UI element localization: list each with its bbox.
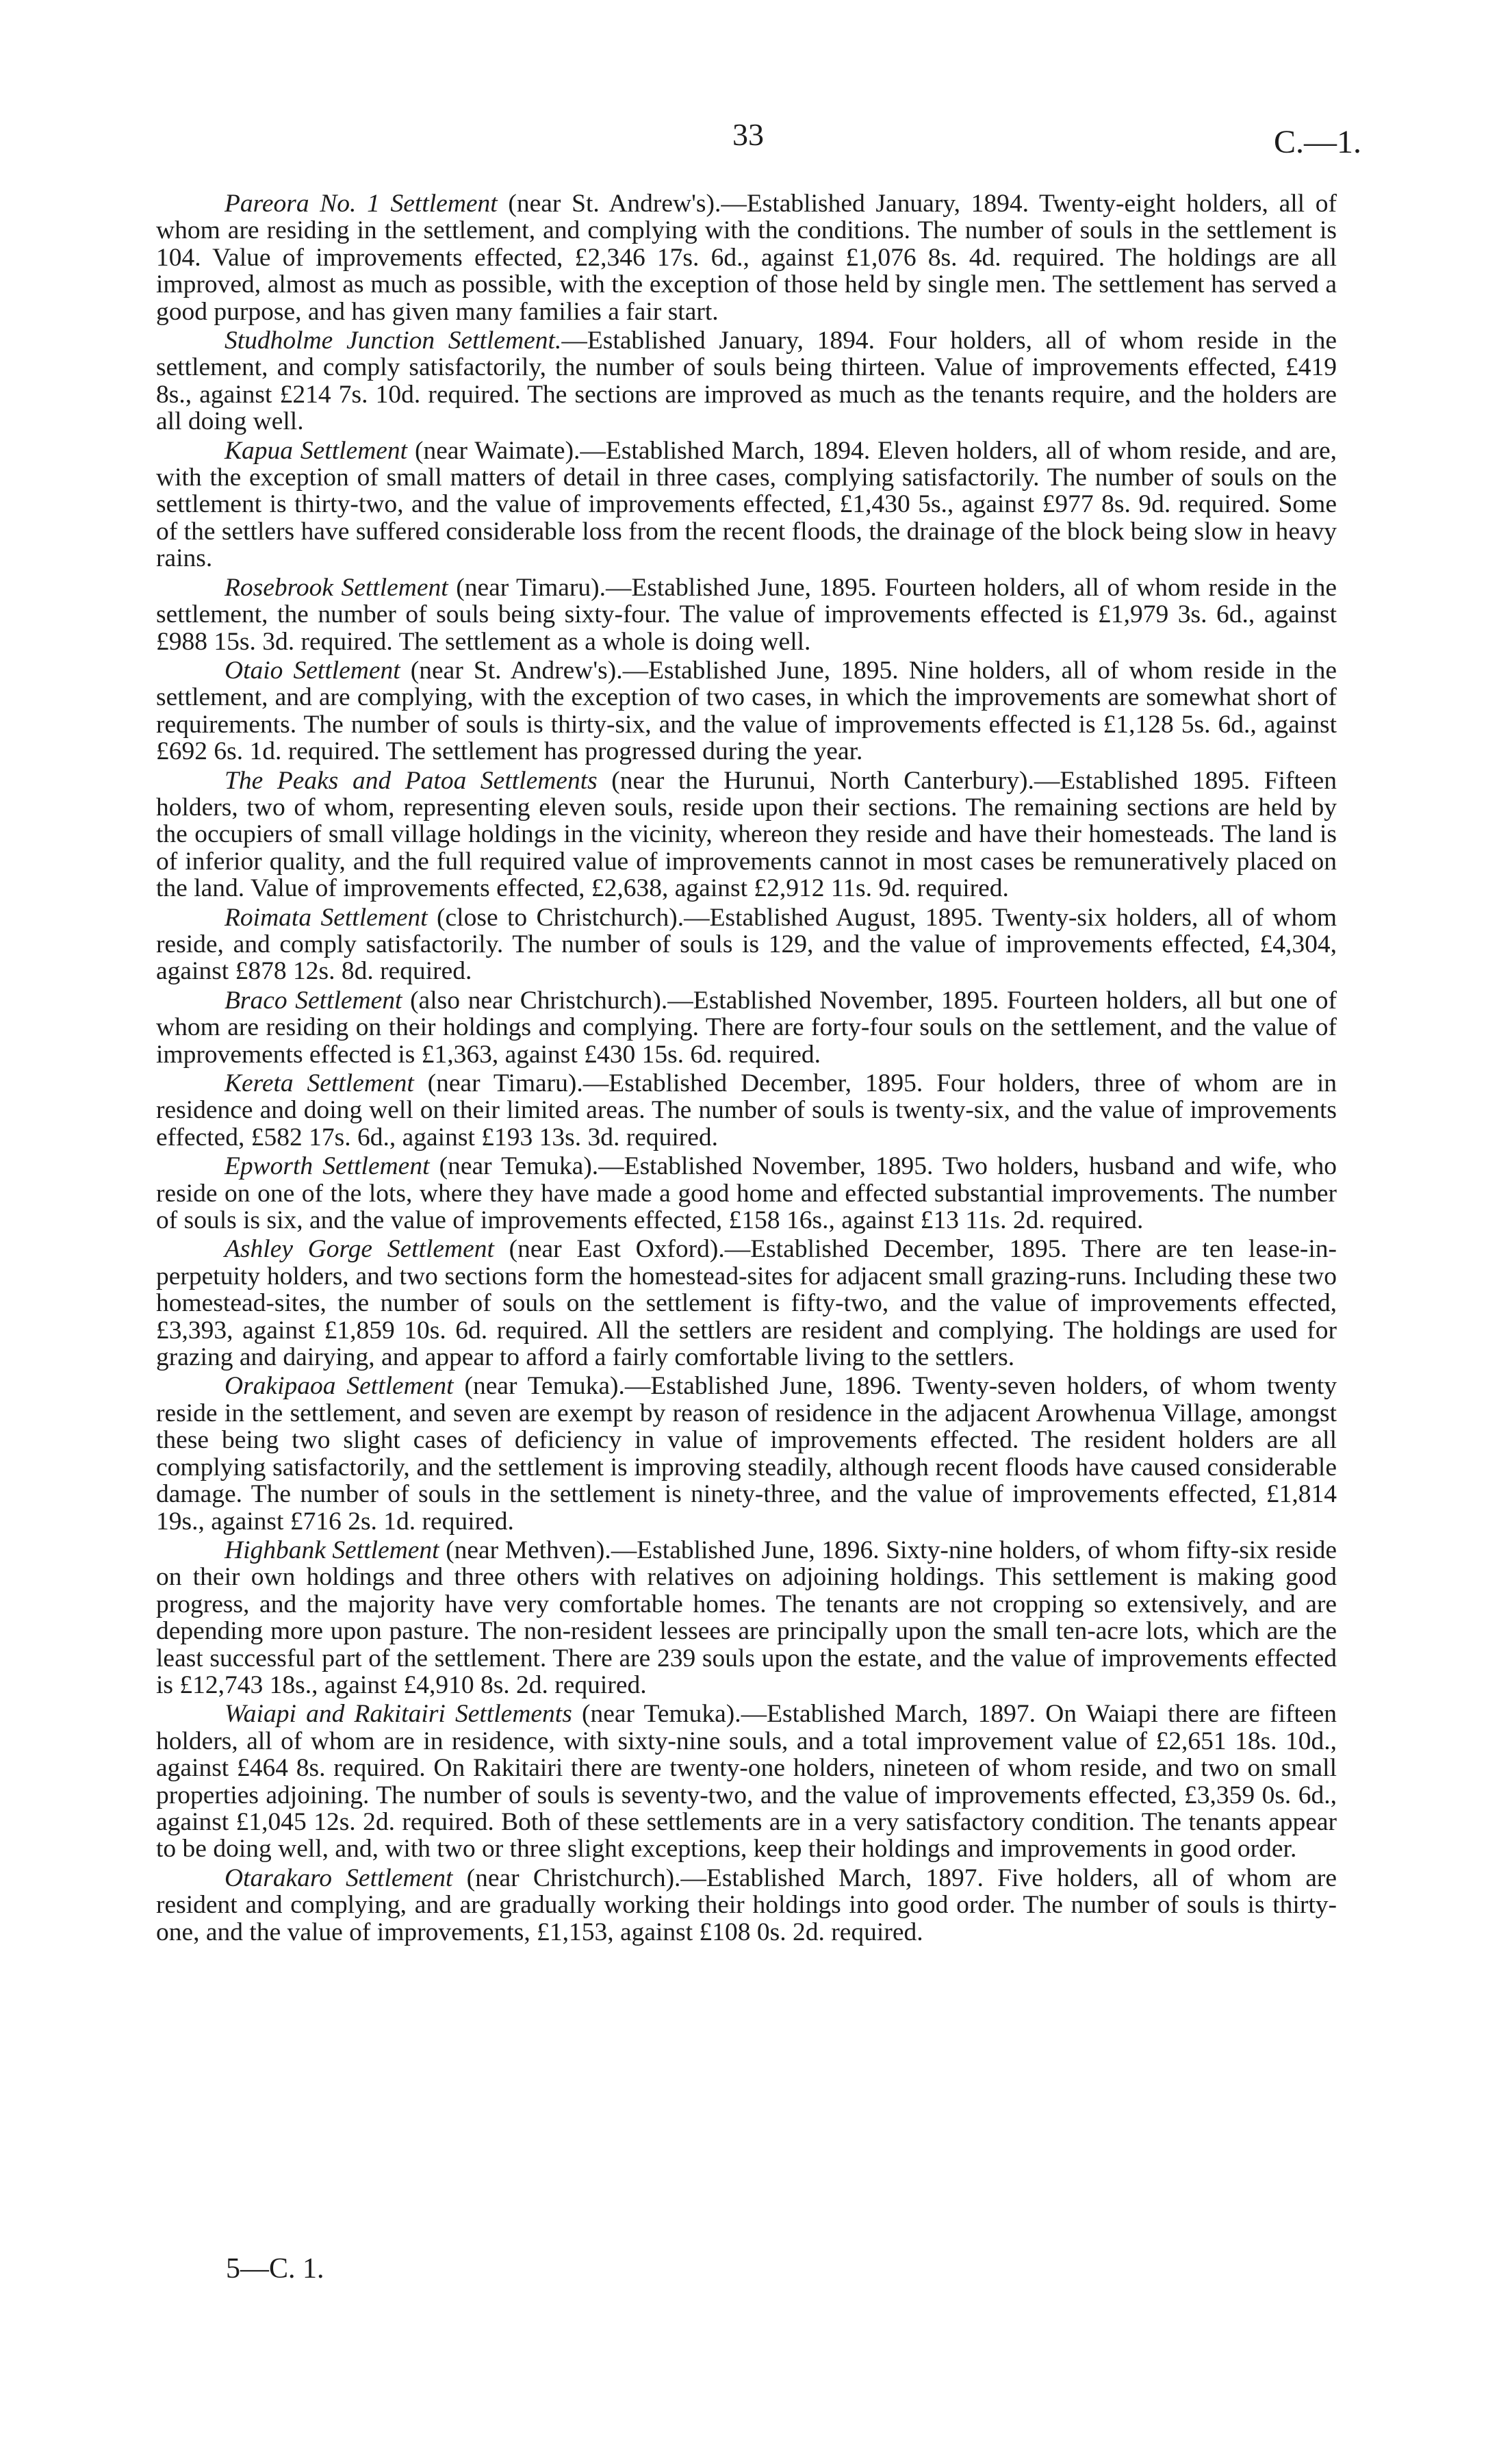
settlement-paragraph-pareora xyxy=(156,190,1337,325)
settlement-text: (near Timaru).—Established December, 1895. Four holders, three of whom are in residence and doing well on their limited areas. The number of souls is twenty-six, and the value of improvements effected, £582 17s. 6d., against £193 13s. 3d. required. xyxy=(156,1069,1337,1152)
settlement-paragraph-kapua xyxy=(156,437,1337,572)
settlement-name: Braco Settlement xyxy=(225,986,402,1015)
settlement-text: (near Methven).—Established June, 1896. Sixty-nine holders, of whom fifty-six reside on their own holdings and three others with relatives on adjoining holdings. This settlement is making good progress, and the majority have very comfortable homes. The tenants are not cropping so extensively, and are depending more upon pasture. The non-resident lessees are principally upon the small ten-acre lots, which are the least successful part of the settlement. There are 239 souls upon the estate, and the value of improvements effected is £12,743 18s., against £4,910 8s. 2d. required. xyxy=(156,1536,1337,1699)
settlement-name: Pareora No. 1 Settlement xyxy=(225,190,498,218)
settlement-text: (near Temuka).—Established November, 1895. Two holders, husband and wife, who reside on one of the lots, where they have made a good home and effected substantial improvements. The number of souls is six, and the value of improvements effected, £158 16s., against £13 11s. 2d. required. xyxy=(156,1152,1337,1235)
signature-mark: 5—C. 1. xyxy=(226,2253,324,2285)
settlement-paragraph-orakipaoa xyxy=(156,1373,1337,1534)
settlement-name: Otaio Settlement xyxy=(225,656,400,685)
settlement-paragraph-braco xyxy=(156,987,1337,1068)
settlement-paragraph-epworth xyxy=(156,1153,1337,1234)
settlement-name: Epworth Settlement xyxy=(225,1152,430,1181)
page-header xyxy=(0,116,1512,164)
settlement-name: Highbank Settlement xyxy=(225,1536,439,1564)
settlement-name: Rosebrook Settlement xyxy=(225,573,448,602)
document-code: C.—1. xyxy=(1273,124,1361,160)
settlement-name: Otarakaro Settlement xyxy=(225,1864,453,1892)
settlement-paragraph-otaio xyxy=(156,657,1337,765)
settlement-text: (near Waimate).—Established March, 1894. Eleven holders, all of whom reside, and are, with the exception of small matters of detail in three cases, complying satisfactorily. The number of souls on the settlement is thirty-two, and the value of improvements effected, £1,430 5s., against £977 8s. 9d. required. Some of the settlers have suffered considerable loss from the recent floods, the drainage of the block being slow in heavy rains. xyxy=(156,436,1337,573)
settlement-name: Waiapi and Rakitairi Settlements xyxy=(225,1700,572,1729)
settlement-paragraph-waiapi-rakitairi xyxy=(156,1701,1337,1862)
settlement-text: (near Temuka).—Established June, 1896. Twenty-seven holders, of whom twenty reside in the settlement, and seven are exempt by reason of residence in the adjacent Arowhenua Village, amongst these being two slight cases of deficiency in value of improvements effected. The resident holders are all complying satisfactorily, and the settlement is improving steadily, although recent floods have caused considerable damage. The number of souls in the settlement is ninety-three, and the value of improvements effected, £1,814 19s., against £716 2s. 1d. required. xyxy=(156,1372,1337,1536)
settlement-name: Roimata Settlement xyxy=(225,903,428,932)
settlement-paragraph-ashley-gorge xyxy=(156,1236,1337,1371)
page-number: 33 xyxy=(732,117,764,152)
settlement-paragraph-rosebrook xyxy=(156,574,1337,655)
settlement-text: (near St. Andrew's).—Established January, 1894. Twenty-eight holders, all of whom are residing in the settlement, and complying with the conditions. The number of souls in the settlement is 104. Value of improvements effected, £2,346 17s. 6d., against £1,076 8s. 4d. required. The holdings are all improved, almost as much as possible, with the exception of those held by single men. The settlement has served a good purpose, and has given many families a fair start. xyxy=(156,190,1337,326)
settlement-name: The Peaks and Patoa Settlements xyxy=(225,766,598,795)
settlement-text: (near East Oxford).—Established December, 1895. There are ten lease-in-perpetuity holders, and two sections form the homestead-sites for adjacent small grazing-runs. Including these two homestead-sites, the number of souls on the settlement is fifty-two, and the value of improvements effected, £3,393, against £1,859 10s. 6d. required. All the settlers are resident and complying. The holdings are used for grazing and dairying, and appear to afford a fairly comfortable living to the settlers. xyxy=(156,1235,1337,1372)
settlement-paragraph-kereta xyxy=(156,1070,1337,1151)
settlement-paragraph-peaks-patoa xyxy=(156,767,1337,902)
settlement-name: Kapua Settlement xyxy=(225,436,408,465)
settlement-paragraph-studholme xyxy=(156,327,1337,435)
settlement-text: (close to Christchurch).—Established August, 1895. Twenty-six holders, all of whom reside, and comply satisfactorily. The number of souls is 129, and the value of improvements effected, £4,304, against £878 12s. 8d. required. xyxy=(156,903,1337,986)
settlement-text: —Established January, 1894. Four holders, all of whom reside in the settlement, and comply satisfactorily, the number of souls being thirteen. Value of improvements effected, £419 8s., against £214 7s. 10d. required. The sections are improved as much as the tenants require, and the holders are all doing well. xyxy=(156,327,1337,436)
settlement-name: Ashley Gorge Settlement xyxy=(225,1235,494,1264)
settlement-text: (near St. Andrew's).—Established June, 1895. Nine holders, all of whom reside in the settlement, and are complying, with the exception of two cases, in which the improvements are somewhat short of requirements. The number of souls is thirty-six, and the value of improvements effected is £1,128 5s. 6d., against £692 6s. 1d. required. The settlement has progressed during the year. xyxy=(156,656,1337,766)
settlement-paragraph-highbank xyxy=(156,1537,1337,1699)
settlement-name: Orakipaoa Settlement xyxy=(225,1372,454,1401)
settlement-text: (near the Hurunui, North Canterbury).—Established 1895. Fifteen holders, two of whom, representing eleven souls, reside upon their sections. The remaining sections are held by the occupiers of small village holdings in the vicinity, whereon they reside and have their homesteads. The land is of inferior quality, and the full required value of improvements cannot in most cases be remuneratively placed on the land. Value of improvements effected, £2,638, against £2,912 11s. 9d. required. xyxy=(156,766,1337,903)
settlement-text: (near Christchurch).—Established March, 1897. Five holders, all of whom are resident and complying, and are gradually working their holdings into good order. The number of souls is thirty-one, and the value of improvements, £1,153, against £108 0s. 2d. required. xyxy=(156,1864,1337,1946)
settlement-name: Kereta Settlement xyxy=(225,1069,414,1097)
report-body xyxy=(156,190,1337,1948)
settlement-paragraph-roimata xyxy=(156,904,1337,985)
settlement-text: (also near Christchurch).—Established November, 1895. Fourteen holders, all but one of whom are residing on their holdings and complying. There are forty-four souls on the settlement, and the value of improvements effected is £1,363, against £430 15s. 6d. required. xyxy=(156,986,1337,1069)
settlement-name: Studholme Junction Settlement. xyxy=(225,327,562,355)
settlement-text: (near Temuka).—Established March, 1897. On Waiapi there are fifteen holders, all of whom are in residence, with sixty-nine souls, and a total improvement value of £2,651 18s. 10d., against £464 8s. required. On Rakitairi there are twenty-one holders, nineteen of whom reside, and two on small properties adjoining. The number of souls is seventy-two, and the value of improvements effected, £3,359 0s. 6d., against £1,045 12s. 2d. required. Both of these settlements are in a very satisfactory condition. The tenants appear to be doing well, and, with two or three slight exceptions, keep their holdings and improvements in good order. xyxy=(156,1700,1337,1864)
settlement-paragraph-otarakaro xyxy=(156,1865,1337,1946)
settlement-text: (near Timaru).—Established June, 1895. Fourteen holders, all of whom reside in the settlement, the number of souls being sixty-four. The value of improvements effected is £1,979 3s. 6d., against £988 15s. 3d. required. The settlement as a whole is doing well. xyxy=(156,573,1337,656)
